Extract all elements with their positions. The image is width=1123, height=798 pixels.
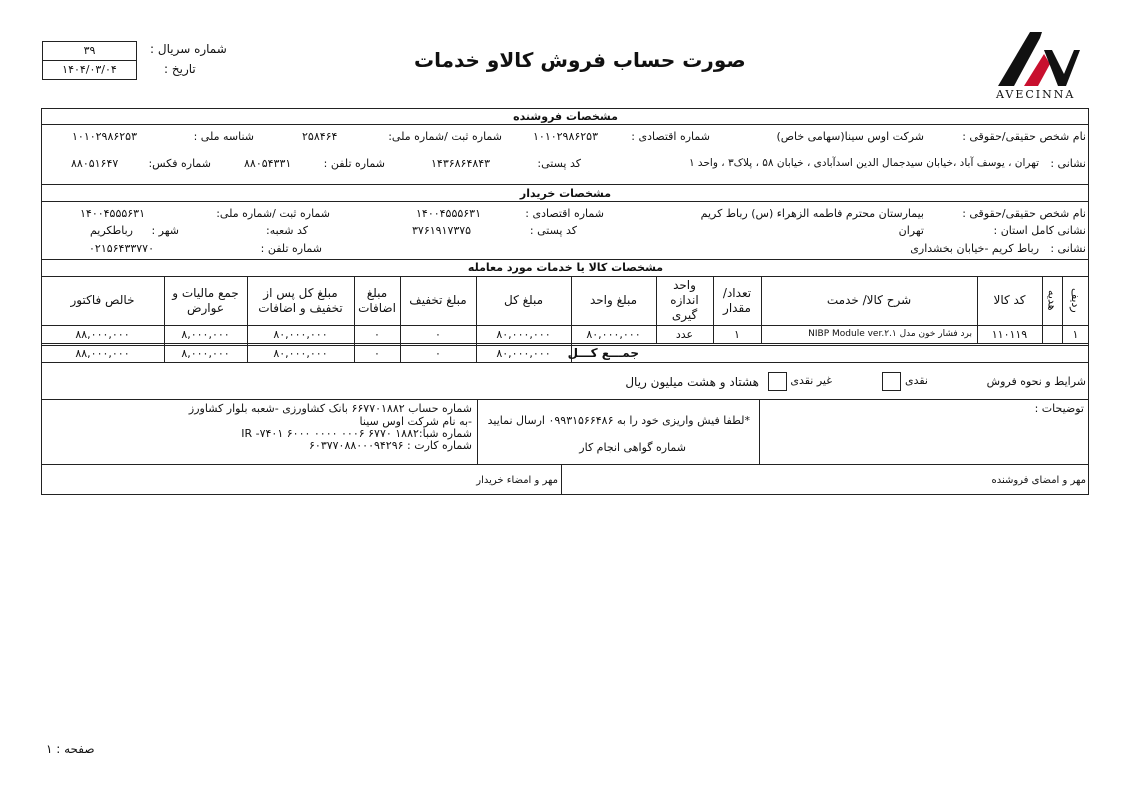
seller-phone-label: شماره تلفن : [323,157,385,170]
bank-line: شماره حساب ۶۶۷۷۰۱۸۸۲ بانک کشاورزی -شعبه بلوار کشاورز [188,402,472,415]
cell-qty: ۱ [734,328,740,341]
seller-postal-label: کد پستی: [537,157,581,170]
cell-desc: برد فشار خون مدل NIBP Module ver.۲.۱ [808,329,972,339]
bank-line: -به نام شرکت اوس سینا [359,415,472,428]
noncash-label: غیر نقدی [790,374,832,387]
col-discount-header: مبلغ تخفیف [409,293,467,307]
col-qty-header: تعداد/ مقدار [722,285,752,315]
seller-fax-label: شماره فکس: [148,157,211,170]
buyer-address-label: نشانی : [1050,242,1086,255]
buyer-postal-label: کد پستی : [529,224,577,237]
buyer-signature-label: مهر و امضاء خریدار [476,475,558,486]
cell-discount: ۰ [435,328,441,341]
col-total-header: مبلغ کل [503,293,544,307]
sum-label: جمـــع کـــل [567,346,639,360]
buyer-name-value: بیمارستان محترم فاطمه الزهراء (س) رباط کریم [700,207,924,220]
buyer-province-value: تهران [898,224,924,237]
cell-net: ۸۸,۰۰۰,۰۰۰ [75,328,130,341]
serial-value: ۳۹ [83,44,96,57]
noncash-checkbox[interactable] [768,372,787,391]
amount-in-words: هشتاد و هشت میلیون ریال [625,375,759,389]
cell-row: ۱ [1072,328,1079,341]
seller-national-label: شناسه ملی : [193,130,254,143]
cash-checkbox[interactable] [882,372,901,391]
page-number: صفحه : ۱ [46,742,95,756]
buyer-reg-label: شماره ثبت /شماره ملی: [216,207,330,220]
buyer-eco-label: شماره اقتصادی : [525,207,604,220]
sum-net: ۸۸,۰۰۰,۰۰۰ [75,347,130,360]
cell-total: ۸۰,۰۰۰,۰۰۰ [496,328,551,341]
seller-eco-label: شماره اقتصادی : [631,130,710,143]
cash-label: نقدی [904,374,928,387]
buyer-name-label: نام شخص حقیقی/حقوقی : [962,207,1086,220]
col-tax-header: جمع مالیات و عوارض [172,285,239,315]
buyer-postal-value: ۳۷۶۱۹۱۷۳۷۵ [412,224,472,237]
seller-name-value: شرکت اوس سینا(سهامی خاص) [776,130,924,143]
sum-tax: ۸,۰۰۰,۰۰۰ [181,347,230,360]
cell-code: ۱۱۰۱۱۹ [991,328,1028,341]
cell-unit-price: ۸۰,۰۰۰,۰۰۰ [586,328,641,341]
seller-postal-value: ۱۴۳۶۸۶۴۸۴۳ [431,157,491,170]
sum-total: ۸۰,۰۰۰,۰۰۰ [496,347,551,360]
date-value: ۱۴۰۴/۰۳/۰۴ [62,63,117,76]
seller-name-label: نام شخص حقیقی/حقوقی : [962,130,1086,143]
cell-additions: ۰ [374,328,380,341]
buyer-address-value: رباط کریم -خیابان بخشداری [910,242,1039,255]
col-unit-price-header: مبلغ واحد [589,293,638,307]
buyer-city-value: رباطکریم [89,224,133,237]
seller-reg-label: شماره ثبت /شماره ملی: [388,130,502,143]
bank-line: شماره شبا:IR -۷۴۰۱ ۶۰۰۰ ۰۰۰۰ ۰۰۰۶ ۶۷۷۰ ۱۸۸۲ [241,427,472,440]
col-net-header: خالص فاکتور [70,293,135,307]
buyer-section-title: مشخصات خریدار [519,187,612,200]
note-certificate: شماره گواهی انجام کار [579,441,686,454]
col-additions-header: مبلغ اضافات [358,285,396,315]
notes-label: توضیحات : [1034,402,1084,415]
cell-unit: عدد [675,328,694,341]
cell-after: ۸۰,۰۰۰,۰۰۰ [273,328,328,341]
logo-wordmark: AVECINNA [996,88,1076,101]
buyer-city-label: شهر : [151,224,179,237]
sum-after: ۸۰,۰۰۰,۰۰۰ [273,347,328,360]
seller-address-value: تهران ، یوسف آباد ،خیابان سیدجمال الدین اسدآبادی ، خیابان ۵۸ ، پلاک۳ ، واحد ۱ [688,157,1039,169]
note-deposit: *لطفا فیش واریزی خود را به ۰۹۹۳۱۵۶۶۴۸۶ ارسال نمایید [487,414,750,427]
buyer-phone-label: شماره تلفن : [260,242,322,255]
sum-additions: ۰ [374,347,380,360]
buyer-branch-label: کد شعبه: [266,224,308,237]
col-row-header: ردیف [1069,288,1082,313]
terms-label: شرایط و نحوه فروش [986,375,1086,388]
seller-national-value: ۱۰۱۰۲۹۸۶۲۵۳ [72,130,137,143]
logo-mark-icon [994,30,1084,88]
col-code-header: کد کالا [993,293,1026,307]
seller-address-label: نشانی : [1050,157,1086,170]
seller-fax-value: ۸۸۰۵۱۶۴۷ [71,157,119,170]
page-title: صورت حساب فروش کالاو خدمات [414,48,746,72]
seller-phone-value: ۸۸۰۵۴۳۳۱ [244,157,292,170]
seller-reg-value: ۲۵۸۴۶۴ [302,130,338,143]
date-label: تاریخ : [164,62,196,76]
col-gift-header: هدیه [1045,290,1059,311]
col-desc-header: شرح کالا/ خدمت [826,293,912,307]
buyer-reg-value: ۱۴۰۰۴۵۵۵۶۳۱ [80,207,145,220]
col-unit-header: واحد اندازه گیری [670,278,699,322]
sum-discount: ۰ [435,347,441,360]
company-logo [994,30,1084,102]
cell-tax: ۸,۰۰۰,۰۰۰ [181,328,230,341]
buyer-eco-value: ۱۴۰۰۴۵۵۵۶۳۱ [416,207,481,220]
serial-label: شماره سریال : [150,42,227,56]
buyer-full-address-label: نشانی کامل استان : [993,224,1086,237]
seller-signature-label: مهر و امضای فروشنده [991,475,1086,486]
col-after-header: مبلغ کل پس از تخفیف و اضافات [258,285,343,315]
buyer-phone-value: ۰۲۱۵۶۴۳۳۷۷۰ [89,242,154,255]
seller-eco-value: ۱۰۱۰۲۹۸۶۲۵۳ [533,130,598,143]
bank-line: شماره کارت : ۶۰۳۷۷۰۸۸۰۰۰۹۴۲۹۶ [309,439,472,452]
items-section-title: مشخصات کالا یا خدمات مورد معامله [467,261,664,274]
seller-section-title: مشخصات فروشنده [513,110,618,123]
